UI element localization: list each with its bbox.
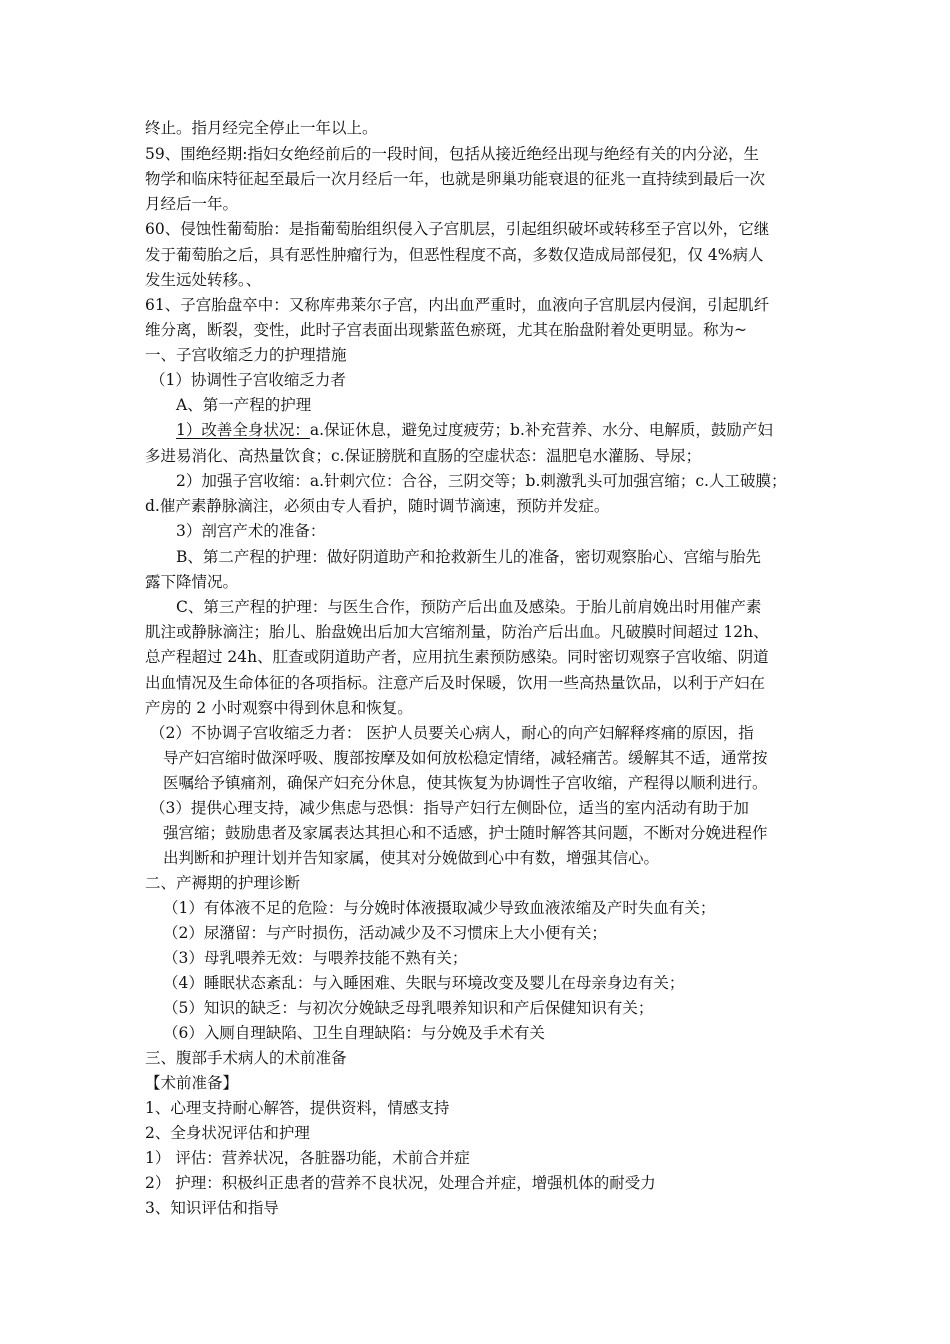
section-heading: 三、腹部手术病人的术前准备	[145, 1049, 347, 1067]
list-item: （4）睡眠状态紊乱：与入睡困难、失眠与环境改变及婴儿在母亲身边有关；	[163, 974, 685, 992]
text-line: 医嘱给予镇痛剂，确保产妇充分休息，使其恢复为协调性子宫收缩，产程得以顺利进行。	[163, 774, 768, 792]
text-line: 出判断和护理计划并告知家属，使其对分娩做到心中有数，增强其信心。	[163, 849, 660, 867]
list-item: （1）有体液不足的危险：与分娩时体液摄取减少导致血液浓缩及产时失血有关；	[163, 899, 716, 917]
text-line: 60、侵蚀性葡萄胎：是指葡萄胎组织侵入子宫肌层，引起组织破坏或转移至子宫以外，它继	[145, 220, 770, 238]
text-line: 导产妇宫缩时做深呼吸、腹部按摩及如何放松稳定情绪，减轻痛苦。缓解其不适，通常按	[163, 749, 768, 767]
text-line: d.催产素静脉滴注，必须由专人看护，随时调节滴速，预防并发症。	[145, 497, 610, 515]
text-line: 终止。指月经完全停止一年以上。	[145, 119, 378, 137]
text-line: 61、子宫胎盘卒中：又称库弗莱尔子宫，内出血严重时，血液向子宫肌层内侵润，引起肌纤	[145, 296, 770, 314]
text-line: B、第二产程的护理：做好阴道助产和抢救新生儿的准备，密切观察胎心、宫缩与胎先	[176, 548, 761, 566]
list-item: （6）入厕自理缺陷、卫生自理缺陷：与分娩及手术有关	[163, 1024, 545, 1042]
text-line: （2）不协调子宫收缩乏力者： 医护人员要关心病人，耐心的向产妇解释疼痛的原因，指	[150, 724, 754, 742]
underlined-label: 1）改善全身状况：	[176, 421, 310, 439]
text-line: 强宫缩；鼓励患者及家属表达其担心和不适感，护士随时解答其问题，不断对分娩进程作	[163, 824, 768, 842]
list-item: （2）尿潴留：与产时损伤，活动减少及不习惯床上大小便有关；	[163, 924, 607, 942]
text-line: 物学和临床特征起至最后一次月经后一年，也就是卵巢功能衰退的征兆一直持续到最后一次	[145, 170, 766, 188]
text-line: 出血情况及生命体征的各项指标。注意产后及时保暖，饮用一些高热量饮品，以利于产妇在	[145, 674, 766, 692]
bracket-heading: 【术前准备】	[145, 1074, 239, 1092]
list-item: 1、心理支持耐心解答，提供资料，情感支持	[145, 1099, 450, 1117]
section-heading: 二、产褥期的护理诊断	[145, 874, 301, 892]
text-span: a.保证休息，避免过度疲劳；b.补充营养、水分、电解质，鼓励产妇	[309, 421, 773, 439]
list-item: 3、知识评估和指导	[145, 1199, 279, 1217]
section-heading: 一、子宫收缩乏力的护理措施	[145, 346, 347, 364]
text-line: 多进易消化、高热量饮食；c.保证膀胱和直肠的空虚状态：温肥皂水灌肠、导尿；	[145, 447, 702, 465]
text-line: 产房的 2 小时观察中得到休息和恢复。	[145, 699, 413, 717]
list-item: （3）母乳喂养无效：与喂养技能不熟有关；	[163, 949, 468, 967]
list-item: （5）知识的缺乏：与初次分娩缺乏母乳喂养知识和产后保健知识有关；	[163, 999, 654, 1017]
text-line: 露下降情况。	[145, 573, 239, 591]
text-line: 月经后一年。	[145, 195, 239, 213]
list-item: 1） 评估：营养状况，各脏器功能，术前合并症	[145, 1149, 470, 1167]
list-item: 2、全身状况评估和护理	[145, 1124, 310, 1142]
text-line: 3）剖宫产术的准备：	[176, 522, 326, 540]
text-line: （3）提供心理支持，减少焦虑与恐惧：指导产妇行左侧卧位，适当的室内活动有助于加	[150, 799, 749, 817]
text-line: 维分离，断裂，变性，此时子宫表面出现紫蓝色瘀斑，尤其在胎盘附着处更明显。称为~	[145, 321, 747, 339]
text-line	[176, 420, 773, 440]
text-line: 总产程超过 24h、肛查或阴道助产者，应用抗生素预防感染。同时密切观察子宫收缩、阴道	[145, 648, 769, 666]
text-line: 发生远处转移。、	[145, 271, 262, 289]
text-line: 59、围绝经期:指妇女绝经前后的一段时间，包括从接近绝经出现与绝经有关的内分泌，生	[145, 145, 759, 163]
text-line: 肌注或静脉滴注；胎儿、胎盘娩出后加大宫缩剂量，防治产后出血。凡破膜时间超过 12h、	[145, 623, 769, 641]
text-line: 2）加强子宫收缩：a.针刺穴位：合谷，三阴交等；b.刺激乳头可加强宫缩；c.人工破膜；	[176, 472, 787, 490]
text-line: C、第三产程的护理：与医生合作，预防产后出血及感染。于胎儿前肩娩出时用催产素	[176, 598, 762, 616]
text-line: 发于葡萄胎之后，具有恶性肿瘤行为，但恶性程度不高，多数仅造成局部侵犯，仅 4%病人	[145, 246, 764, 264]
subsection-heading: A、第一产程的护理	[176, 396, 312, 414]
list-item: 2） 护理：积极纠正患者的营养不良状况，处理合并症，增强机体的耐受力	[145, 1174, 656, 1192]
subsection-heading: （1）协调性子宫收缩乏力者	[150, 371, 346, 389]
